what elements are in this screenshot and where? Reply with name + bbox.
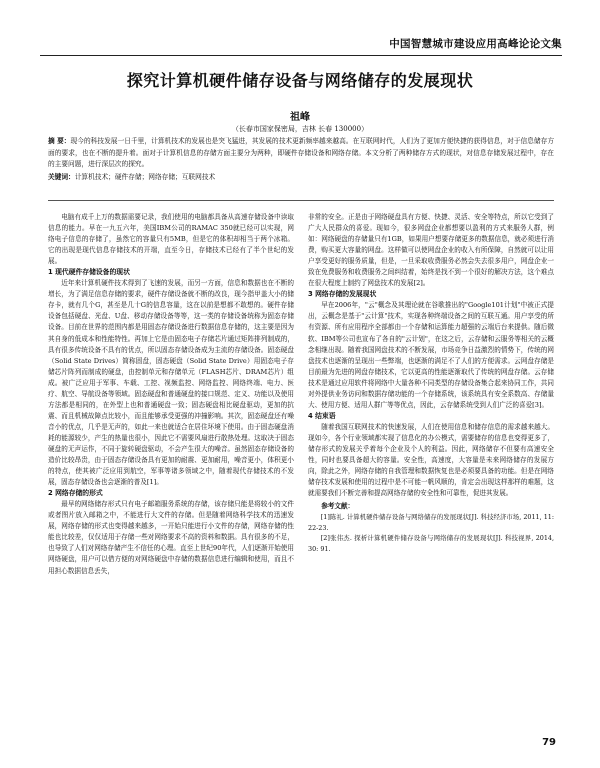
journal-header: 中国智慧城市建设应用高峰论论文集 [40,36,562,56]
right-column [308,212,554,577]
keywords [48,172,554,184]
body-paragraph: 近年来计算机硬件技术得到了飞速的发展，而另一方面，信息和数据也在不断的增长，为了满足信息存储的要求，硬件存储设备就不断的改良，现今指甲盖大小的储存卡，就有几个G，甚至是几十G的信息容量，这在以前是想都不敢想的。硬件存储设备包括硬盘、光盘、U盘、移动存储设备等等，这一类的存储设备统称为固态存储设备。目前在世界的范围内都是用固态存储设备进行数据信息存储的，这主要是因为其自身的低成本和性能特性。再加上它是由固态电子存储芯片通过矩阵排列制成的，具有很多传统设备不具有的优点，所以固态存储设备成为主流的存储设备。固态硬盘（Solid State Drives）简称固盘，固态硬盘（Solid State Drive）用固态电子存储芯片阵列而制成的硬盘，由控制单元和存储单元（FLASH芯片、DRAM芯片）组成。被广泛应用于军事、车载、工控、视频监控、网络监控、网络终端、电力、医疗、航空、导航设备等领域。固态硬盘和普通硬盘的接口规范、定义、功能以及使用方法都是相同的，在外型上也和普通硬盘一致；固态硬盘相比硬盘驱动，更加的抗震、而且机械故障点比较小，而且能够承受更强的冲撞影响。其次，固态硬盘还有噪音小的优点，几乎是无声的，如此一来也就适合在居住环境下使用。由于固态硬盘消耗的能源较少，产生的热量也很小，因此它不需要风扇进行散热处理。这取决于固态硬盘的无声运作，不同于旋转硬盘驱动，不会产生很大的噪音。虽然固态存储设备的造价比较昂贵，由于固态存储设备具有更加的耐震、更加耐用，噪音更小，体积更小的特点，使其被广泛应用到航空，军事等诸多领域之中，随着现代存储技术的不发展，固态存储设备也会逐渐的普及[1]。 [48,279,294,487]
body-columns [48,212,554,577]
abstract-block [48,136,554,183]
abstract-label: 摘 要： [48,137,71,145]
page-number: 79 [542,737,556,748]
left-column [48,212,294,577]
article-author: 祖峰 [290,112,310,123]
section-heading: 2 网络存储的形式 [48,489,103,498]
reference-item: [2]张伟杰. 探析计算机硬件储存设备与网络储存的发展现状[J]. 科技视界, 2014, 30: 91. [308,534,554,554]
body-paragraph: 最早的网络储存形式只有电子邮箱服务系统的存储，该存储只能是将较小的文件或者图片放入邮箱之中，不能进行大文件的存储。但是随着网络科学技术的迅速发展，网络存储的形式也变得越来越多，一开始只能进行小文件的存储，网络存储的性能也比较差，仅仅适用于存储一些对网络要求不高的资料和数据。具有很多的不足，也导致了人们对网络存储产生不信任的心理。直至上世纪90年代，人们逐渐开始使用网络硬盘，用户可以借方便的对网络硬盘中存储的数据信息进行编辑和使用，而且不用担心数据信息丢失， [48,500,294,575]
body-paragraph: 早在2006年，"云"概念及其理论就在谷歌推出的"Google101计划"中被正式提出，云概念是基于"云计算"技术，实现各种终端设备之间的互联互通。用户享受的所有资源、所有应用程序全部都由一个存储和运算能力超强的云端后台来提供。随后微软、IBM等公司也宣布了各自的"云计划"，在这之后，云存储和云服务等相关的云概念相继出现。随着我国网盘技术的不断发展，市场竞争日益激烈的情势下，传统的网盘技术也逐渐的呈现出一些弊端，也逐渐的满足不了人们的方便需求。云网盘存储是目前最为先进的网盘存储技术，它以更高的性能逐渐取代了传统的网盘存储。云存储技术是通过应用软件将网络中大量各种不同类型的存储设备集合起来协同工作，共同对外提供业务访问和数据存储功能的一个存储系统，该系统具有安全系数高、存储量大、使用方便、适用人群广等等优点，因此，云存储系统受到人们广泛的喜爱[3]。 [308,301,554,409]
article-title: 探究计算机硬件储存设备与网络储存的发展现状 [126,71,474,90]
abstract-text: 现今的科技发展一日千里，计算机技术的发展也是突飞猛进，其发展的技术更新频率越来越高。在互联网时代，人们为了更加方便快捷的获得信息，对于信息储存方面的要求，也在不断的提升着。面对于计算机信息的存储方面主要分为两种，即硬件存储设备和网络存储。本文分析了两种储存方式的现状，对信息存储发展过程中，存在的主要问题，进行深层次的探究。 [48,137,555,169]
section-heading: 3 网络存储的发展现状 [308,290,377,299]
body-paragraph: 非常的安全。正是由于网络硬盘具有方便、快捷、灵活、安全等特点，所以它受到了广大人民群众的喜爱。现如今，很多网盘企业都想要以盈利的方式来服务人群，例如：网络硬盘的存储量只有1GB，如果用户想要存储更多的数据信息，就必须进行消费，购买更大容量的网盘。这样做可以使网盘企业的收入有所保障，自然就可以让用户享受更好的服务质量，但是，一旦采取收费服务必然会失去很多用户，网盘企业一致在免费服务和收费服务之间纠结着，始终是找不到一个很好的解决方法，这个难点在很大程度上制约了网盘技术的发展[2]。 [308,213,554,288]
reference-item: [1]陈礼. 计算机硬件储存设备与网络储存的发展现状[J]. 科技经济市场, 2011, 11: 22-23. [308,513,554,532]
body-paragraph: 电脑有成千上万的数据需要记录，我们使用的电脑都具备从高速存储设备中读取信息的能力。早在一九五六年，美国IBM公司的RAMAC 350就已经可以实现，网络电子信息的存储了，虽然它的容量只有5MB，但是它的体积却相当于两个冰箱。它的出现是现代信息存储技术的开端，直至今日，存储技术已经有了半个世纪的发展。 [48,213,294,266]
section-heading: 1 现代硬件存储设备的现状 [48,268,130,277]
body-paragraph: 随着我国互联网技术的快速发展，人们在使用信息和储存信息的需求越来越大。现如今，各个行业领域都实现了信息化的办公模式，需要储存的信息也变得更多了，储存形式的发展关乎着每个企业及个人的利益。因此，网络储存不但要有高速安全性，同时也要具备超大的容量。安全性，高速度，大容量是未来网络储存的发展方向，除此之外，网络存储的自我管理和数据恢复也是必须要具备的功能。但是在网络储存技术发展和使用的过程中是不可能一帆风顺的，肯定会出现这样那样的难题，这就需要我们不断完善和提高网络存储的安全性和可靠性，促进其发展。 [308,422,554,498]
abstract-divider [48,200,554,201]
references-heading: 参考文献： [321,502,355,511]
keywords-label: 关键词： [48,172,75,181]
author-affiliation: （长春市国家保密局，吉林 长春 130000） [231,125,369,133]
section-heading: 4 结束语 [308,411,336,420]
keywords-text: 计算机技术；硬件存储；网络存储；互联网技术 [74,172,216,181]
abstract [48,136,554,171]
